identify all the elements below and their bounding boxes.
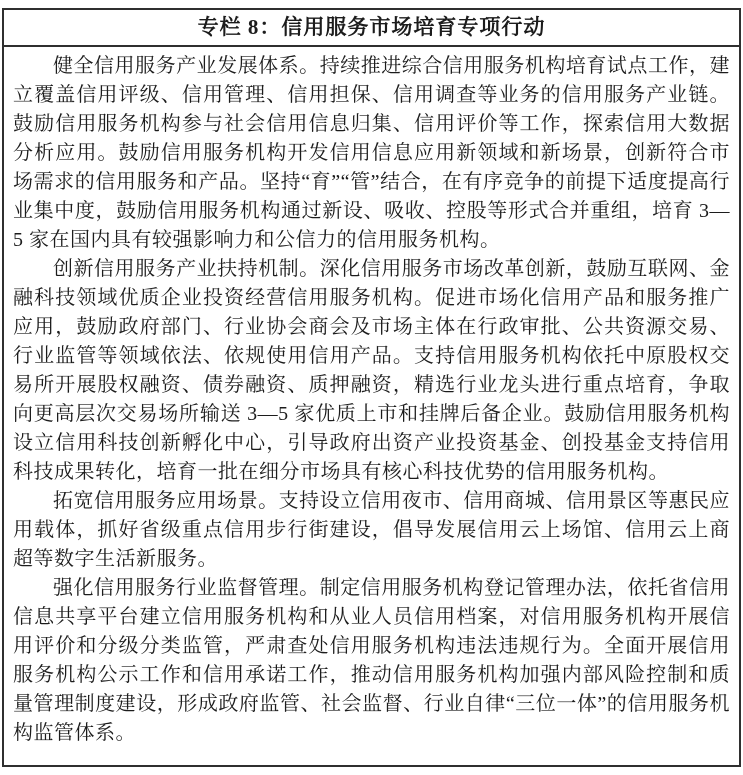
box-body [4, 47, 739, 748]
body-paragraph-4: 强化信用服务行业监督管理。制定信用服务机构登记管理办法，依托省信用信息共享平台建立信用服务机构和从业人员信用档案，对信用服务机构开展信用评价和分级分类监管，严肃查处信用服务机构违法违规行为。全面开展信用服务机构公示工作和信用承诺工作，推动信用服务机构加强内部风险控制和质量管理制度建设，形成政府监管、社会监督、行业自律“三位一体”的信用服务机构监管体系。 [13, 577, 730, 744]
box-title: 专栏 8：信用服务市场培育专项行动 [4, 10, 739, 47]
body-paragraph-3: 拓宽信用服务应用场景。支持设立信用夜市、信用商城、信用景区等惠民应用载体，抓好省级重点信用步行街建设，倡导发展信用云上场馆、信用云上商超等数字生活新服务。 [13, 490, 730, 570]
body-paragraph-2: 创新信用服务产业扶持机制。深化信用服务市场改革创新，鼓励互联网、金融科技领域优质企业投资经营信用服务机构。促进市场化信用产品和服务推广应用，鼓励政府部门、行业协会商会及市场主体在行政审批、公共资源交易、行业监管等领域依法、依规使用信用产品。支持信用服务机构依托中原股权交易所开展股权融资、债券融资、质押融资，精选行业龙头进行重点培育，争取向更高层次交易场所输送 3—5 家优质上市和挂牌后备企业。鼓励信用服务机构设立信用科技创新孵化中心，引导政府出资产业投资基金、创投基金支持信用科技成果转化，培育一批在细分市场具有核心科技优势的信用服务机构。 [13, 258, 730, 483]
column-callout-box [2, 8, 741, 767]
body-paragraph-1: 健全信用服务产业发展体系。持续推进综合信用服务机构培育试点工作，建立覆盖信用评级、信用管理、信用担保、信用调查等业务的信用服务产业链。鼓励信用服务机构参与社会信用信息归集、信用评价等工作，探索信用大数据分析应用。鼓励信用服务机构开发信用信息应用新领域和新场景，创新符合市场需求的信用服务和产品。坚持“育”“管”结合，在有序竞争的前提下适度提高行业集中度，鼓励信用服务机构通过新设、吸收、控股等形式合并重组，培育 3—5 家在国内具有较强影响力和公信力的信用服务机构。 [13, 55, 730, 251]
